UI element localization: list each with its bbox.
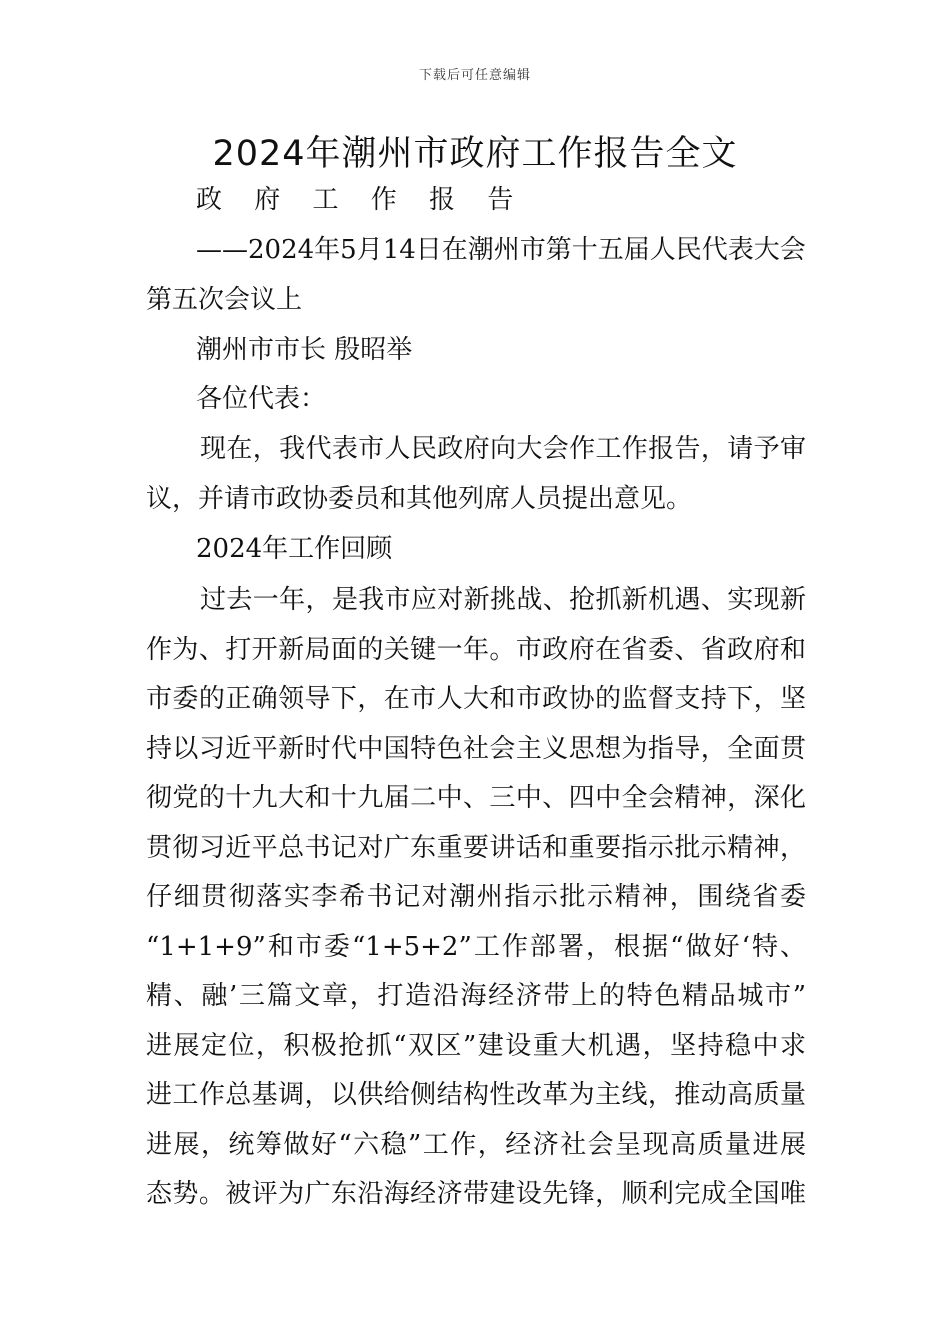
paragraph-line: 过去一年，是我市应对新挑战、抢抓新机遇、实现新 <box>200 585 806 615</box>
paragraph-line: 精、融’三篇文章，打造沿海经济带上的特色精品城市” <box>146 981 806 1011</box>
subtitle-line-1: ——2024年5月14日在潮州市第十五届人民代表大会 <box>196 235 806 265</box>
salutation: 各位代表： <box>196 384 327 414</box>
paragraph-line: 进展，统筹做好“六稳”工作，经济社会呈现高质量进展 <box>146 1129 806 1160</box>
document-title: 2024年潮州市政府工作报告全文 <box>212 134 738 174</box>
section-heading: 政 府 工 作 报 告 <box>196 185 526 215</box>
intro-paragraph <box>146 425 806 524</box>
paragraph-line: 进展定位，积极抢抓“双区”建设重大机遇，坚持稳中求 <box>146 1030 806 1061</box>
paragraph-line: 进工作总基调，以供给侧结构性改革为主线，推动高质量 <box>146 1080 806 1110</box>
paragraph-line: 贯彻习近平总书记对广东重要讲话和重要指示批示精神， <box>146 832 806 863</box>
paragraph-line: 作为、打开新局面的关键一年。市政府在省委、省政府和 <box>146 634 806 665</box>
paragraph-line: 态势。被评为广东沿海经济带建设先锋，顺利完成全国唯 <box>146 1179 806 1209</box>
paragraph-line: 彻党的十九大和十九届二中、三中、四中全会精神，深化 <box>146 783 806 813</box>
paragraph-line: 仔细贯彻落实李希书记对潮州指示批示精神，围绕省委 <box>146 882 806 912</box>
paragraph-line: 现在，我代表市人民政府向大会作工作报告，请予审 <box>200 434 806 464</box>
paragraph-line: “1+1+9”和市委“1+5+2”工作部署，根据“做好‘特、 <box>146 931 806 962</box>
review-heading: 2024年工作回顾 <box>196 534 393 564</box>
speaker-line: 潮州市市长 殷昭举 <box>196 335 413 365</box>
page-header-note: 下载后可任意编辑 <box>418 68 531 83</box>
paragraph-line: 议，并请市政协委员和其他列席人员提出意见。 <box>146 483 693 514</box>
subtitle-line-2: 第五次会议上 <box>146 285 303 315</box>
paragraph-line: 持以习近平新时代中国特色社会主义思想为指导，全面贯 <box>146 733 806 764</box>
paragraph-line: 市委的正确领导下，在市人大和市政协的监督支持下，坚 <box>146 684 806 714</box>
review-paragraph <box>146 576 806 1220</box>
